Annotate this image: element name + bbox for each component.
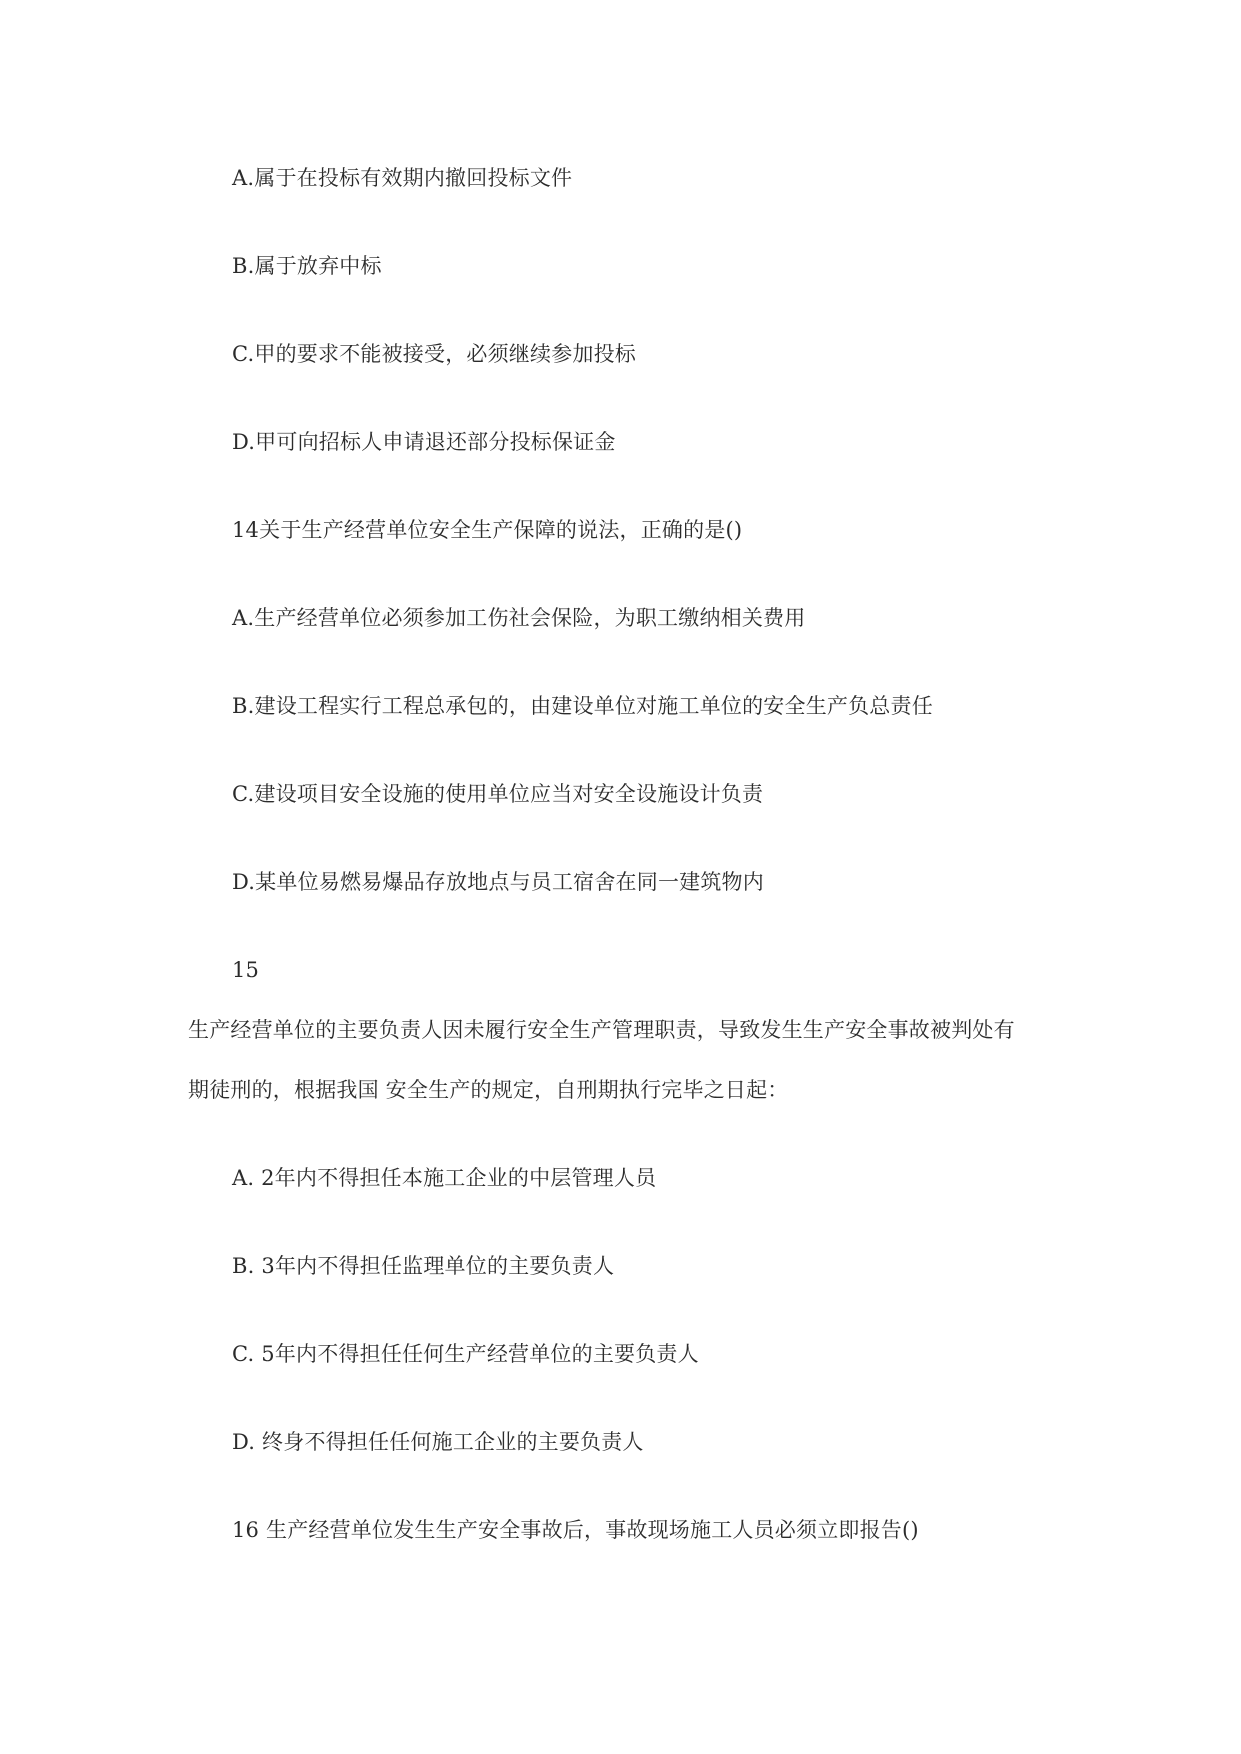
q15-stem-line1: 生产经营单位的主要负责人因未履行安全生产管理职责，导致发生生产安全事故被判处有 [188, 1018, 1015, 1042]
q15-option-a: A. 2年内不得担任本施工企业的中层管理人员 [232, 1166, 657, 1190]
q13-option-a: A.属于在投标有效期内撤回投标文件 [232, 166, 573, 190]
q13-option-c: C.甲的要求不能被接受，必须继续参加投标 [232, 342, 636, 366]
q15-option-c: C. 5年内不得担任任何生产经营单位的主要负责人 [232, 1342, 699, 1366]
q14-option-c: C.建设项目安全设施的使用单位应当对安全设施设计负责 [232, 782, 764, 806]
q13-option-d: D.甲可向招标人申请退还部分投标保证金 [232, 430, 616, 454]
q15-number: 15 [232, 958, 260, 982]
q14-option-a: A.生产经营单位必须参加工伤社会保险，为职工缴纳相关费用 [232, 606, 806, 630]
q14-option-d: D.某单位易燃易爆品存放地点与员工宿舍在同一建筑物内 [232, 870, 764, 894]
q15-stem-line2: 期徒刑的，根据我国 安全生产的规定，自刑期执行完毕之日起： [188, 1078, 789, 1102]
q15-option-d: D. 终身不得担任任何施工企业的主要负责人 [232, 1430, 644, 1454]
q14-stem: 14关于生产经营单位安全生产保障的说法，正确的是() [232, 518, 743, 542]
q16-stem: 16 生产经营单位发生生产安全事故后，事故现场施工人员必须立即报告() [232, 1518, 919, 1542]
q13-option-b: B.属于放弃中标 [232, 254, 382, 278]
q14-option-b: B.建设工程实行工程总承包的，由建设单位对施工单位的安全生产负总责任 [232, 694, 933, 718]
q15-option-b: B. 3年内不得担任监理单位的主要负责人 [232, 1254, 615, 1278]
